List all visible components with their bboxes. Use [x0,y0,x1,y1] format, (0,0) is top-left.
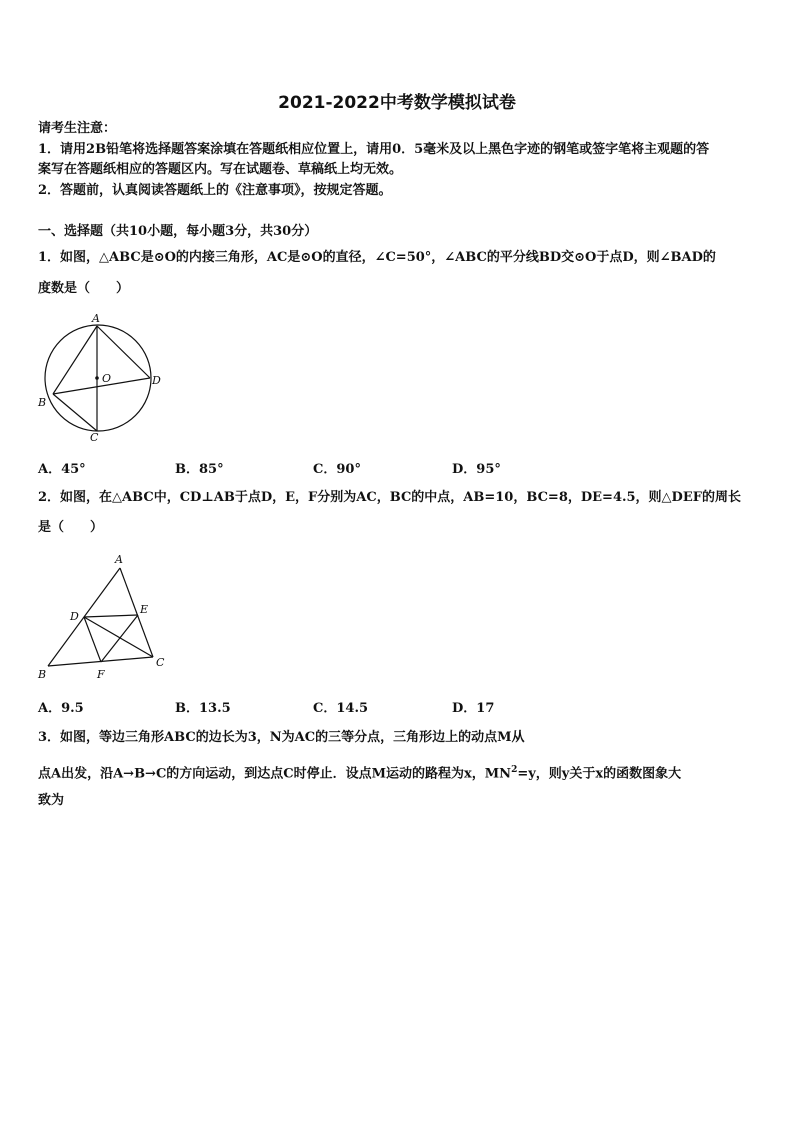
notice-line-1: 1．请用2B铅笔将选择题答案涂填在答题纸相应位置上，请用0．5毫米及以上黑色字迹的钢笔或签字笔将主观题的答 [38,142,710,157]
q2-option-d: D．17 [452,701,495,716]
q3-text-line-2: 点A出发，沿A→B→C的方向运动，到达点C时停止．设点M运动的路程为x，$MN^2=y$，则y关于x的函数图象大 [38,765,682,782]
segment-ac [120,568,153,657]
label-a: A [115,553,123,566]
q2-option-a: A．9.5 [38,701,84,716]
q1-option-c: C．90° [313,462,361,477]
label-f: F [97,668,105,681]
label-b: B [38,668,47,681]
section-heading: 一、选择题（共10小题，每小题3分，共30分） [38,224,318,239]
label-b: B [38,396,47,409]
segment-ab [53,326,97,394]
label-d: D [70,610,79,623]
q1-text-line-2: 度数是（ ） [38,281,130,296]
q1-option-a: A．45° [38,462,86,477]
q2-option-c: C．14.5 [313,701,369,716]
label-e: E [140,603,149,616]
q3-text-line-1: 3．如图，等边三角形ABC的边长为3，N为AC的三等分点，三角形边上的动点M从 [38,730,525,745]
notice-line-2: 案写在答题纸相应的答题区内。写在试题卷、草稿纸上均无效。 [38,162,403,177]
notice-line-3: 2．答题前，认真阅读答题纸上的《注意事项》，按规定答题。 [38,183,392,198]
label-a: A [92,312,100,325]
q1-circle-figure [30,308,170,448]
center-point [95,376,99,380]
q3-text-line-3: 致为 [38,793,65,808]
label-o: O [102,372,112,385]
q2-text-line-2: 是（ ） [38,520,104,535]
notice-heading: 请考生注意： [38,121,117,136]
label-c: C [156,656,165,669]
segment-df [84,617,101,662]
segment-de [84,615,138,617]
segment-ad [97,326,150,378]
q2-triangle-figure [34,548,174,686]
label-d: D [152,374,161,387]
q2-option-b: B．13.5 [175,701,231,716]
label-c: C [90,431,99,444]
page-title: 2021-2022中考数学模拟试卷 [278,93,516,113]
q2-text-line-1: 2．如图，在△ABC中，CD⊥AB于点D，E，F分别为AC，BC的中点，AB=10，BC=8，DE=4.5，则△DEF的周长 [38,490,741,505]
q1-option-b: B．85° [175,462,224,477]
segment-ef [101,615,138,662]
segment-cd [84,617,153,657]
q1-text-line-1: 1．如图，△ABC是⊙O的内接三角形，AC是⊙O的直径，∠C=50°，∠ABC的平分线BD交⊙O于点D，则∠BAD的 [38,250,716,265]
q1-option-d: D．95° [452,462,501,477]
